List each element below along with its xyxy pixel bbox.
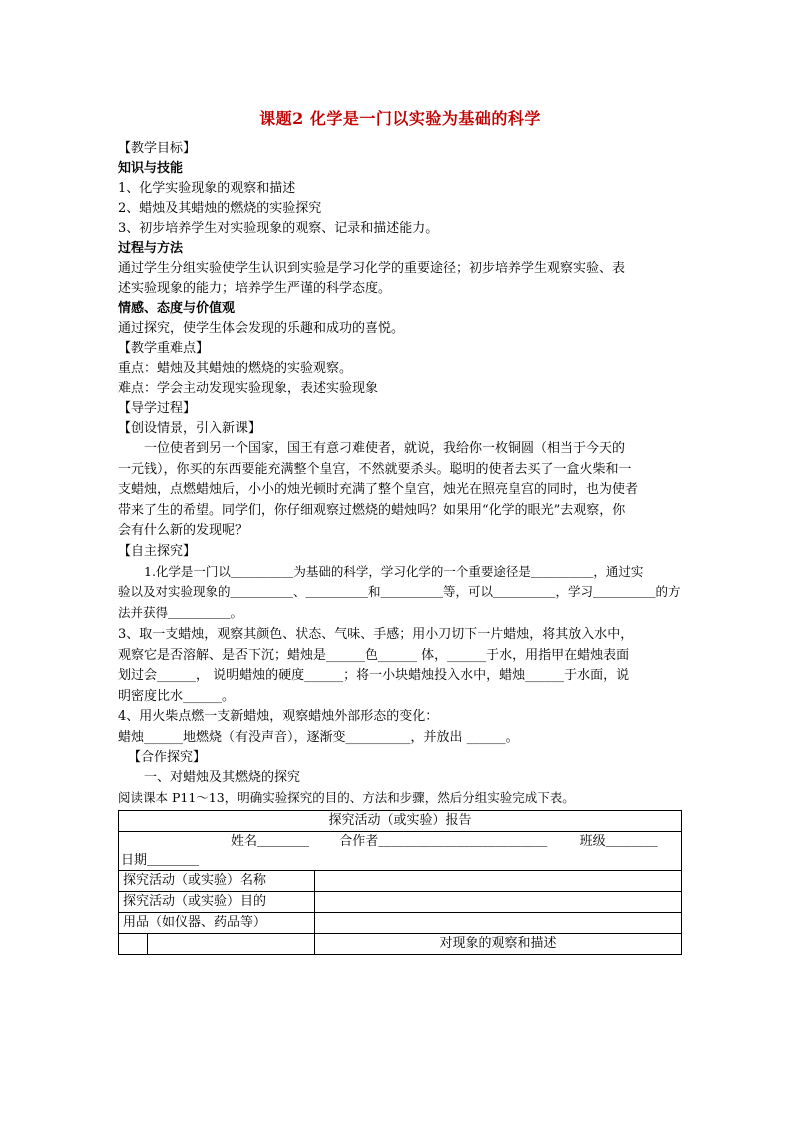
q3-line: 明密度比水______。 <box>118 688 236 704</box>
knowledge-item: 2、蜡烛及其蜡烛的燃烧的实验探究 <box>118 201 322 216</box>
emotion-text: 通过探究，使学生体会发现的乐趣和成功的喜悦。 <box>118 321 405 336</box>
guide-header: 【导学过程】 <box>118 401 197 416</box>
question-4 <box>118 707 682 748</box>
name-field[interactable]: 姓名＿＿＿＿ <box>231 834 310 849</box>
partner-field[interactable]: 合作者＿＿＿＿＿＿＿＿＿＿＿＿＿ <box>339 834 548 849</box>
process-line: 述实验现象的能力；培养学生严谨的科学态度。 <box>118 281 392 296</box>
emotion-heading: 情感、态度与价值观 <box>118 301 236 316</box>
report-row-label: 探究活动（或实验）名称 <box>119 871 315 892</box>
report-meta-line <box>119 832 681 851</box>
report-row-value[interactable] <box>315 892 682 913</box>
process-line: 通过学生分组实验使学生认识到实验是学习化学的重要途径；初步培养学生观察实验、表 <box>118 261 626 276</box>
knowledge-item: 1、化学实验现象的观察和描述 <box>118 181 296 196</box>
difficult-point: 难点：学会主动发现实验现象，表述实验现象 <box>118 381 379 396</box>
knowledge-item: 3、初步培养学生对实验现象的观察、记录和描述能力。 <box>118 221 439 236</box>
self-explore-header: 【自主探究】 <box>118 543 197 559</box>
report-row-label: 用品（如仪器、药品等） <box>119 913 315 934</box>
story-line: 支蜡烛，点燃蜡烛后，小小的烛光顿时充满了整个皇宫，烛光在照亮皇宫的同时，也为使者 <box>118 482 639 497</box>
class-field[interactable]: 班级＿＿＿＿ <box>579 834 658 849</box>
scenario-header: 【创设情景，引入新课】 <box>118 421 262 436</box>
coop-header: 【合作探究】 <box>128 750 207 765</box>
q3-line: 划过会______， 说明蜡烛的硬度______；将一小块蜡烛投入水中，蜡烛______于水面，说 <box>118 668 630 683</box>
q1-line: 法并获得＿＿＿＿＿。 <box>118 604 244 620</box>
story-line: 一位使者到另一个国家，国王有意刁难使者，就说，我给你一枚铜圆（相当于今天的 <box>144 441 626 456</box>
story-line: 带来了生的希望。同学们，你仔细观察过燃烧的蜡烛吗？如果用“化学的眼光”去观察，你 <box>118 502 626 518</box>
coop-reading: 阅读课本 P11～13，明确实验探究的目的、方法和步骤，然后分组实验完成下表。 <box>118 790 575 805</box>
key-points-header: 【教学重难点】 <box>118 341 210 356</box>
scenario-story <box>118 439 682 542</box>
report-cell-blank[interactable] <box>119 934 148 955</box>
q4-line: 蜡烛______地燃烧（有没声音），逐渐变__________，并放出 ______。 <box>118 729 519 745</box>
q3-line: 3、取一支蜡烛，观察其颜色、状态、气味、手感；用小刀切下一片蜡烛，将其放入水中， <box>118 627 634 642</box>
observe-header: 对现象的观察和描述 <box>315 934 682 955</box>
story-line: 一元钱），你买的东西要能充满整个皇宫，不然就要杀头。聪明的使者去买了一盒火柴和一 <box>118 461 632 477</box>
q1-line: 1.化学是一门以＿＿＿＿＿为基础的科学，学习化学的一个重要途径是＿＿＿＿＿，通过实 <box>144 563 644 579</box>
knowledge-heading: 知识与技能 <box>118 161 184 176</box>
q1-line: 验以及对实验现象的＿＿＿＿＿、＿＿＿＿＿和＿＿＿＿＿等，可以＿＿＿＿＿，学习＿＿＿＿＿的方 <box>118 584 681 599</box>
teaching-goals-header: 【教学目标】 <box>118 141 197 156</box>
report-table <box>118 810 682 955</box>
document-page <box>118 100 682 955</box>
process-heading: 过程与方法 <box>118 241 184 256</box>
report-cell-blank[interactable] <box>148 934 315 955</box>
report-row-value[interactable] <box>315 871 682 892</box>
date-field[interactable]: 日期＿＿＿＿ <box>121 853 200 868</box>
q3-line: 观察它是否溶解、是否下沉；蜡烛是______色______ 体，______于水，用指甲在蜡烛表面 <box>118 647 630 663</box>
question-3 <box>118 625 682 707</box>
q4-line: 4、用火柴点燃一支新蜡烛，观察蜡烛外部形态的变化： <box>118 709 439 724</box>
report-row-value[interactable] <box>315 913 682 934</box>
key-point: 重点：蜡烛及其蜡烛的燃烧的实验观察。 <box>118 361 353 376</box>
coop-section: 一、对蜡烛及其燃烧的探究 <box>144 770 301 785</box>
lesson-title: 课题2 化学是一门以实验为基础的科学 <box>259 109 541 128</box>
story-line: 会有什么新的发现呢？ <box>118 523 249 538</box>
report-meta <box>119 832 682 871</box>
question-1 <box>118 562 682 624</box>
report-row-label: 探究活动（或实验）目的 <box>119 892 315 913</box>
report-title: 探究活动（或实验）报告 <box>119 811 682 832</box>
